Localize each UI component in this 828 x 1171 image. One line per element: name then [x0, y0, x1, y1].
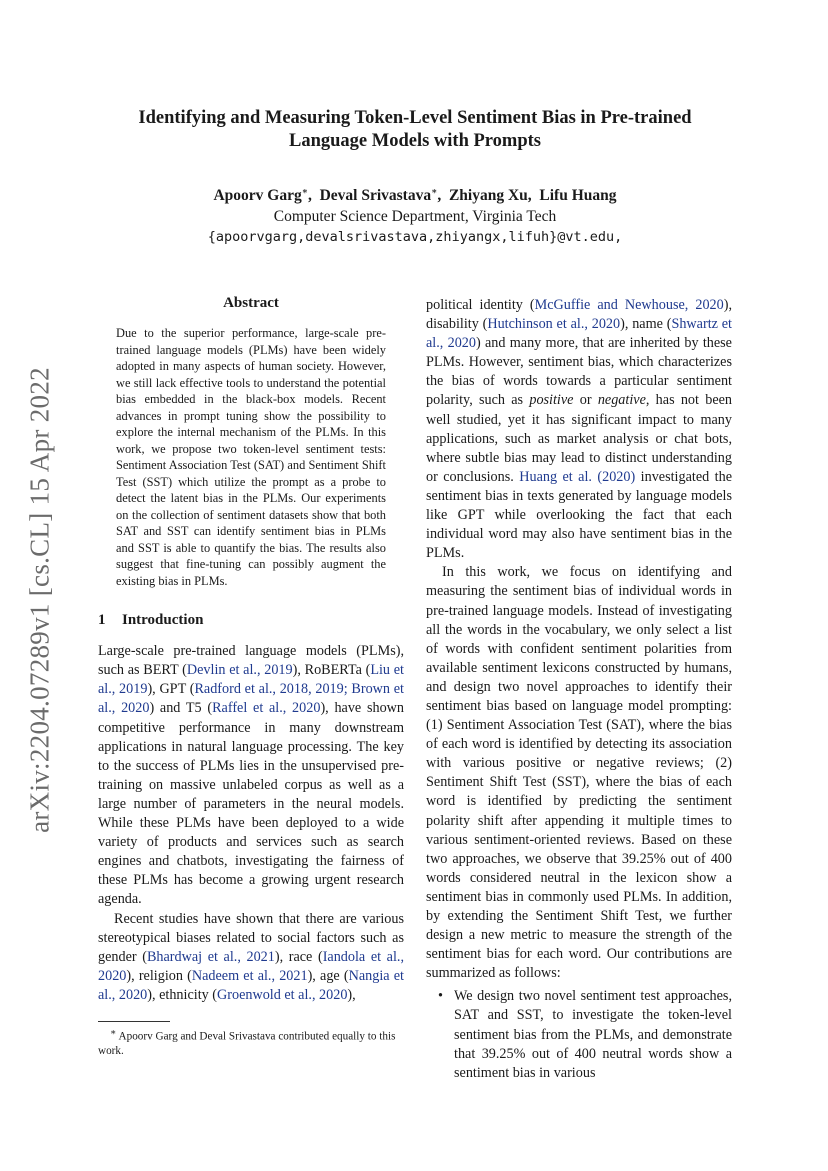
footnote	[98, 1026, 404, 1058]
footnote-text: Apoorv Garg and Deval Srivastava contributed equally to this work.	[98, 1030, 396, 1057]
author-name: Apoorv Garg	[213, 187, 302, 205]
bullet-icon: •	[438, 988, 443, 1005]
section-title: Introduction	[122, 612, 204, 629]
author-name: Zhiyang Xu	[448, 187, 528, 205]
abstract-heading: Abstract	[223, 295, 279, 311]
body-text: ) and many more, that are inherited by these PLMs. However, sentiment bias, which characterizes the bias of words towards a particular sentiment polarity, such as	[426, 335, 732, 409]
body-text: ), disability (	[426, 297, 733, 333]
body-text: Large-scale pre-trained language models (PLMs), such as BERT (	[98, 643, 404, 679]
list-item-text: We design two novel sentiment test approaches, SAT and SST, to investigate the token-level sentiment bias from the PLMs, and demonstrate that 39.25% out of 400 neutral words show a sentiment bias in various	[454, 988, 732, 1081]
citation-link[interactable]: Raffel et al., 2020	[212, 700, 321, 717]
body-text: , has not been well studied, yet it has significant impact to many applications, such as market analysis or chat bots, where subtle bias may lead to distinct understanding or conclusions.	[426, 392, 733, 485]
equal-contribution-mark: ∗	[431, 186, 438, 196]
citation-link[interactable]: Shwartz et al., 2020	[426, 316, 732, 352]
body-text: ), religion (	[126, 967, 192, 984]
emphasis-negative: negative	[597, 392, 646, 409]
author-name: Deval Srivastava	[319, 187, 432, 205]
footnote-mark: ∗	[110, 1027, 117, 1038]
body-text: ), age (	[307, 967, 349, 984]
abstract-text: Due to the superior performance, large-scale pre-trained language models (PLMs) have been widely adopted in many aspects of human society. However, we still lack effective tools to understand the potential bias embedded in the black-box models. Recent advances in prompt tuning show the possibility to explore the internal mechanism of the PLMs. In this work, we propose two token-level sentiment tests: Sentiment Association Test (SAT) and Sentiment Shift Test (SST) which utilize the prompt as a probe to detect the latent bias in the PLMs. Our experiments on the collection of sentiment datasets show that both SAT and SST can identify sentiment bias in PLMs and SST is able to quantify the bias. The results also suggest that fine-tuning can possibly augment the existing bias in PLMs.	[116, 326, 386, 588]
paper-title: Identifying and Measuring Token-Level Sentiment Bias in Pre-trained Language Models with Prompts	[138, 108, 692, 151]
body-text: ) and T5 (	[149, 700, 213, 717]
citation-link[interactable]: Radford et al., 2018, 2019; Brown et al., 2020	[98, 681, 404, 717]
body-text: ),	[347, 986, 356, 1003]
body-text: investigated the sentiment bias in texts generated by language models like GPT while overlooking the fact that each individual word may also have sentiment bias in the PLMs.	[426, 468, 732, 562]
author-affiliation: Computer Science Department, Virginia Tech	[273, 208, 557, 226]
citation-link[interactable]: Huang et al. (2020)	[519, 468, 636, 485]
section-heading-introduction	[98, 611, 404, 630]
footnote-divider	[98, 1021, 170, 1022]
author-name: Lifu Huang	[539, 187, 617, 205]
body-text: ), name (	[620, 316, 672, 333]
intro-paragraph-3: In this work, we focus on identifying and measuring the sentiment bias of individual words in pre-trained language models. Instead of investigating all the words in the vocabulary, we only select a list of words with confident sentiment polarities from available sentiment lexicons constructed by humans, and design two novel approaches to identify their sentiment bias based on language model prompting: (1) Sentiment Association Test (SAT), where the bias of each word is identified by detecting its association with various positive or negative reviews; (2) Sentiment Shift Test (SST), where the bias of each word is identified by predicting the sentiment polarity shift after appending it multiple times to various sentiment-oriented reviews. Based on these two approaches, we observe that 39.25% out of 400 words considered neutral in the lexicon show a sentiment bias in commonly used PLMs. In addition, by extending the Sentiment Shift Test, we further design a new metric to measure the strength of the sentiment bias for each word. Our contributions are summarized as follows:	[426, 564, 732, 982]
intro-paragraph-2	[98, 910, 404, 1005]
citation-link[interactable]: Nadeem et al., 2021	[191, 967, 308, 984]
citation-link[interactable]: Nangia et al., 2020	[98, 967, 404, 1003]
intro-paragraph-1	[98, 642, 404, 909]
author-names: Apoorv Garg∗, Deval Srivastava∗, Zhiyang Xu, Lifu Huang	[213, 186, 617, 205]
body-text: ), GPT (	[147, 681, 195, 698]
right-column	[426, 296, 732, 1083]
contributions-list	[426, 987, 732, 1082]
equal-contribution-mark: ∗	[301, 186, 308, 196]
author-block	[100, 181, 730, 248]
citation-link[interactable]: McGuffie and Newhouse, 2020	[534, 297, 724, 313]
body-text: ), ethnicity (	[147, 986, 217, 1003]
body-text: Recent studies have shown that there are various stereotypical biases related to social factors such as gender (	[98, 910, 404, 965]
section-number: 1	[98, 612, 106, 629]
author-email: {apoorvgarg,devalsrivastava,zhiyangx,lifuh}@vt.edu,	[207, 229, 623, 246]
citation-link[interactable]: Iandola et al., 2020	[98, 948, 405, 984]
body-text: ), RoBERTa (	[292, 662, 371, 679]
arxiv-identifier	[18, 360, 62, 840]
body-text: ), have shown competitive performance in many downstream applications in natural language processing. The key to the success of PLMs lies in the unsupervised pre-training on massive unlabeled corpus as well as a large number of parameters in the neural models. While these PLMs have been deployed to a wide variety of products and services such as search engines and chatbots, investigating the fairness of these PLMs has become a growing urgent research agenda.	[98, 700, 405, 908]
citation-link[interactable]: Bhardwaj et al., 2021	[146, 948, 275, 965]
citation-link[interactable]: Devlin et al., 2019	[186, 662, 293, 679]
body-text: ), race (	[274, 948, 323, 965]
left-column	[98, 294, 404, 1058]
citation-link[interactable]: Liu et al., 2019	[98, 662, 404, 698]
body-text: or	[573, 392, 598, 409]
citation-link[interactable]: Hutchinson et al., 2020	[487, 316, 621, 333]
intro-paragraph-2-continued	[426, 296, 732, 563]
arxiv-identifier-text: arXiv:2204.07289v1 [cs.CL] 15 Apr 2022	[24, 367, 55, 833]
citation-link[interactable]: Groenwold et al., 2020	[217, 986, 348, 1003]
body-text: political identity (	[426, 297, 535, 313]
list-item	[426, 987, 732, 1082]
emphasis-positive: positive	[529, 392, 574, 409]
